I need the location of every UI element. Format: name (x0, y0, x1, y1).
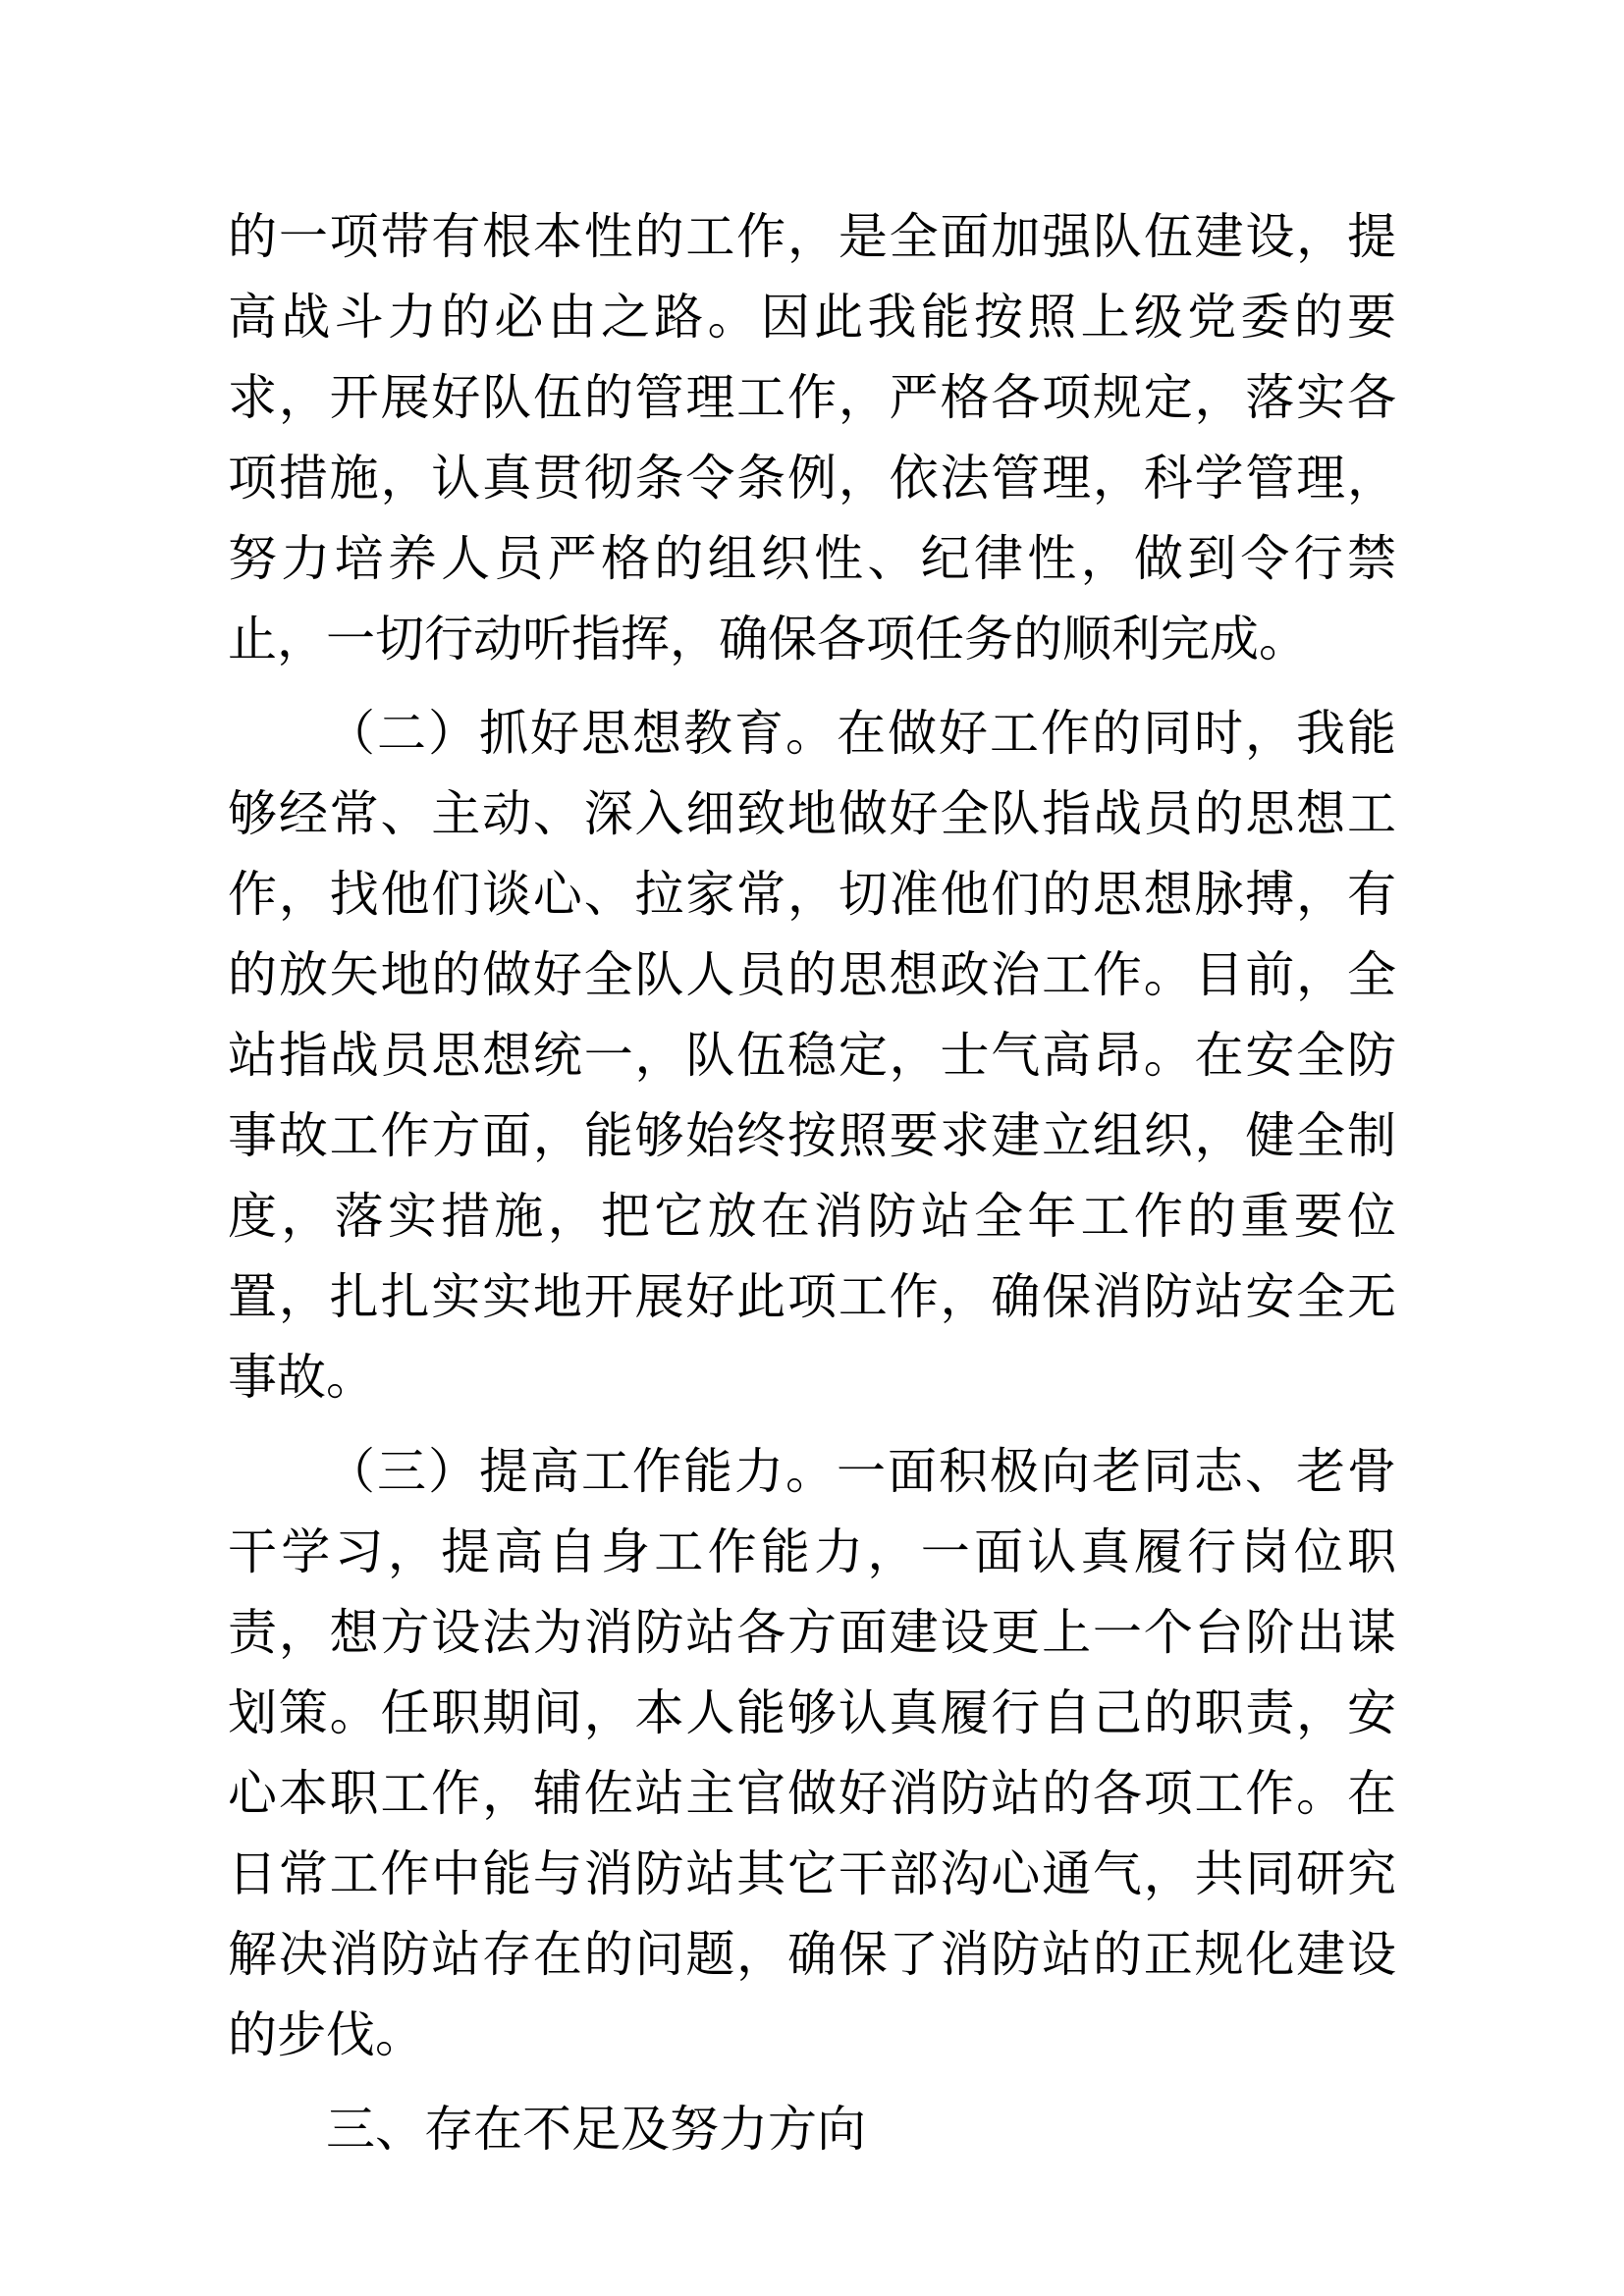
paragraph-continuation: 的一项带有根本性的工作，是全面加强队伍建设，提高战斗力的必由之路。因此我能按照上级党委的要求，开展好队伍的管理工作，严格各项规定，落实各项措施，认真贯彻条令条例，依法管理，科学管理，努力培养人员严格的组织性、纪律性，做到令行禁止，一切行动听指挥，确保各项任务的顺利完成。 (228, 208, 1396, 667)
section-heading-three: 三、存在不足及努力方向 (326, 2101, 866, 2158)
paragraph-section-two: （二）抓好思想教育。在做好工作的同时，我能够经常、主动、深入细致地做好全队指战员的思想工作，找他们谈心、拉家常，切准他们的思想脉搏，有的放矢地的做好全队人员的思想政治工作。目前，全站指战员思想统一，队伍稳定，士气高昂。在安全防事故工作方面，能够始终按照要求建立组织，健全制度，落实措施，把它放在消防站全年工作的重要位置，扎扎实实地开展好此项工作，确保消防站安全无事故。 (228, 705, 1396, 1406)
paragraph-section-three: （三）提高工作能力。一面积极向老同志、老骨干学习，提高自身工作能力，一面认真履行岗位职责，想方设法为消防站各方面建设更上一个台阶出谋划策。任职期间，本人能够认真履行自己的职责，安心本职工作，辅佐站主官做好消防站的各项工作。在日常工作中能与消防站其它干部沟心通气，共同研究解决消防站存在的问题，确保了消防站的正规化建设的步伐。 (228, 1443, 1396, 2063)
page-content (228, 196, 1396, 2169)
